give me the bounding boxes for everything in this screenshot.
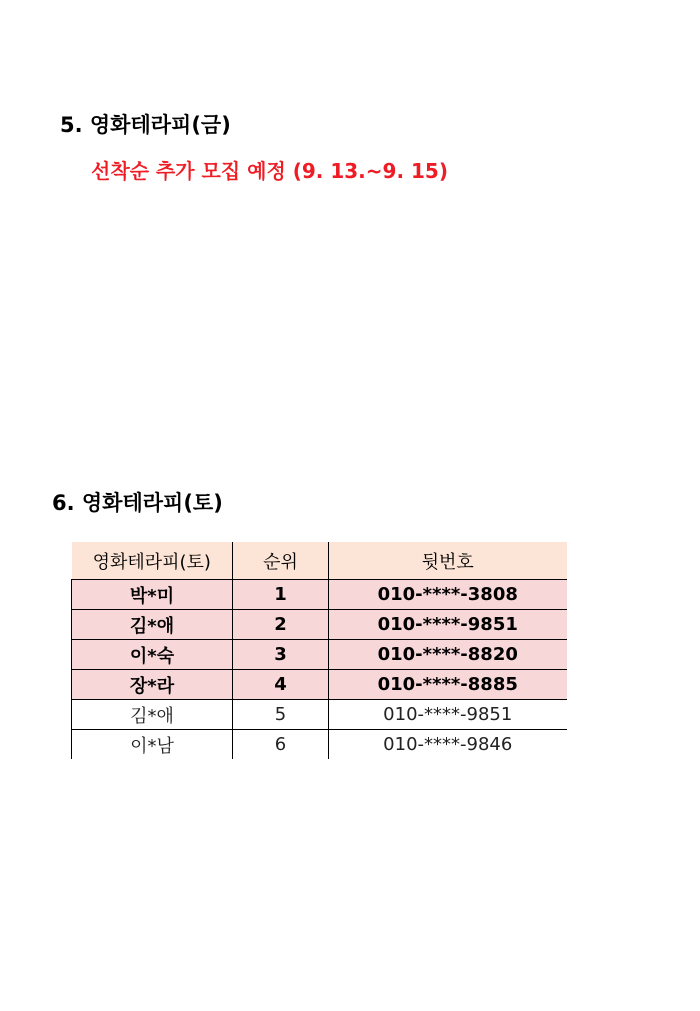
- cell-rank: 3: [233, 640, 329, 670]
- cell-name: 김*애: [72, 610, 233, 640]
- result-table: [71, 542, 567, 759]
- table-row: [72, 730, 567, 760]
- header-phone: 뒷번호: [329, 542, 567, 580]
- cell-rank: 6: [233, 730, 329, 760]
- cell-rank: 1: [233, 580, 329, 610]
- cell-phone: 010-****-8885: [329, 670, 567, 700]
- cell-phone: 010-****-8820: [329, 640, 567, 670]
- section-6-title: 6. 영화테라피(토): [52, 491, 223, 515]
- table-header-row: [72, 542, 567, 580]
- cell-phone: 010-****-9846: [329, 730, 567, 760]
- table-row: [72, 700, 567, 730]
- recruitment-notice: 선착순 추가 모집 예정 (9. 13.~9. 15): [91, 159, 448, 183]
- table-row: [72, 610, 567, 640]
- cell-rank: 4: [233, 670, 329, 700]
- cell-phone: 010-****-9851: [329, 610, 567, 640]
- table-row: [72, 640, 567, 670]
- cell-name: 김*애: [72, 700, 233, 730]
- section-5-title: 5. 영화테라피(금): [60, 113, 231, 137]
- cell-rank: 2: [233, 610, 329, 640]
- cell-phone: 010-****-3808: [329, 580, 567, 610]
- cell-rank: 5: [233, 700, 329, 730]
- cell-name: 박*미: [72, 580, 233, 610]
- header-program: 영화테라피(토): [72, 542, 233, 580]
- cell-name: 장*라: [72, 670, 233, 700]
- header-rank: 순위: [233, 542, 329, 580]
- cell-name: 이*숙: [72, 640, 233, 670]
- table-row: [72, 670, 567, 700]
- result-table-container: [71, 542, 566, 759]
- table-row: [72, 580, 567, 610]
- cell-phone: 010-****-9851: [329, 700, 567, 730]
- cell-name: 이*남: [72, 730, 233, 760]
